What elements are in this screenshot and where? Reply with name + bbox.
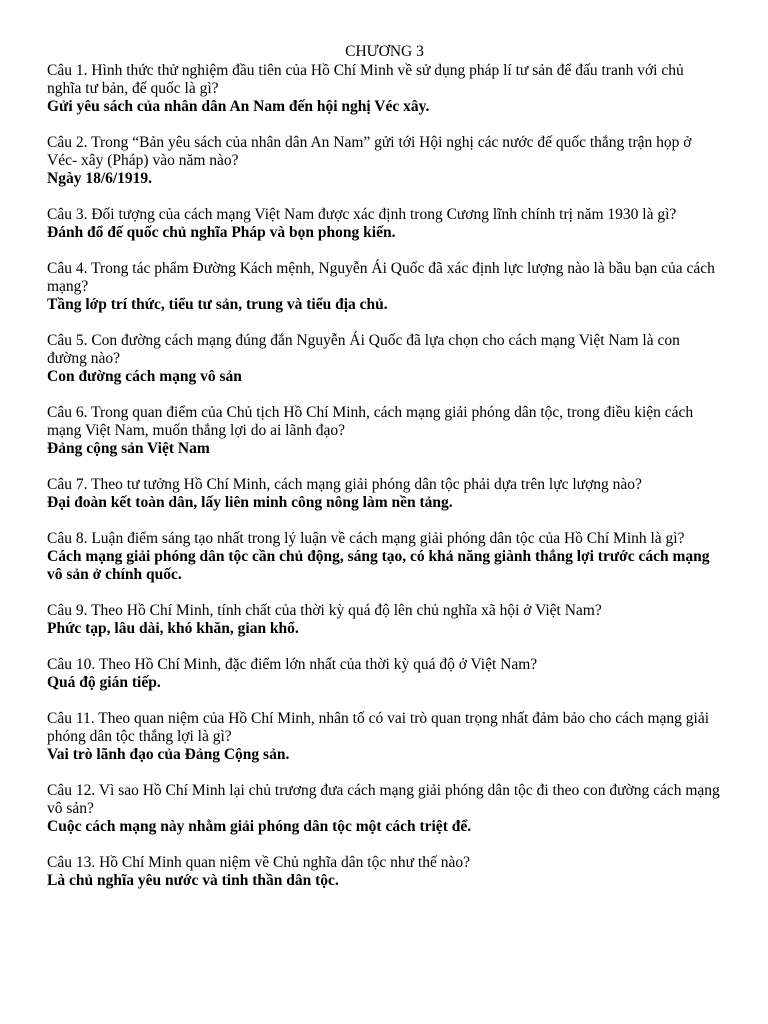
- question-text: Câu 8. Luận điểm sáng tạo nhất trong lý luận về cách mạng giải phóng dân tộc của Hồ Chí Minh là gì?: [47, 530, 685, 547]
- answer-text: Vai trò lãnh đạo của Đảng Cộng sản.: [47, 746, 290, 763]
- qa-item-10: [47, 656, 722, 692]
- answer-text: Cách mạng giải phóng dân tộc cần chủ động, sáng tạo, có khả năng giành thắng lợi trước cách mạng vô sản ở chính quốc.: [47, 548, 710, 583]
- question-text: Câu 13. Hồ Chí Minh quan niệm về Chủ nghĩa dân tộc như thế nào?: [47, 854, 470, 871]
- qa-item-9: [47, 602, 722, 638]
- question-text: Câu 6. Trong quan điểm của Chủ tịch Hồ Chí Minh, cách mạng giải phóng dân tộc, trong điều kiện cách mạng Việt Nam, muốn thắng lợi do ai lãnh đạo?: [47, 404, 694, 439]
- question-text: Câu 5. Con đường cách mạng đúng đắn Nguyễn Ái Quốc đã lựa chọn cho cách mạng Việt Nam là con đường nào?: [47, 332, 680, 367]
- question-text: Câu 7. Theo tư tưởng Hồ Chí Minh, cách mạng giải phóng dân tộc phải dựa trên lực lượng nào?: [47, 476, 642, 493]
- question-text: Câu 12. Vì sao Hồ Chí Minh lại chủ trương đưa cách mạng giải phóng dân tộc đi theo con đường cách mạng vô sản?: [47, 782, 720, 817]
- question-text: Câu 3. Đối tượng của cách mạng Việt Nam được xác định trong Cương lĩnh chính trị năm 1930 là gì?: [47, 206, 677, 223]
- qa-item-3: [47, 206, 722, 242]
- question-text: Câu 10. Theo Hồ Chí Minh, đặc điểm lớn nhất của thời kỳ quá độ ở Việt Nam?: [47, 656, 538, 673]
- chapter-title: CHƯƠNG 3: [345, 43, 424, 60]
- answer-text: Phức tạp, lâu dài, khó khăn, gian khổ.: [47, 620, 299, 637]
- answer-text: Đánh đổ đế quốc chủ nghĩa Pháp và bọn phong kiến.: [47, 224, 396, 241]
- answer-text: Cuộc cách mạng này nhằm giải phóng dân tộc một cách triệt để.: [47, 818, 472, 835]
- answer-text: Tầng lớp trí thức, tiểu tư sản, trung và tiểu địa chủ.: [47, 296, 388, 313]
- answer-text: Gửi yêu sách của nhân dân An Nam đến hội nghị Véc xây.: [47, 98, 430, 115]
- qa-item-1: [47, 62, 722, 116]
- qa-item-8: [47, 530, 722, 584]
- question-text: Câu 9. Theo Hồ Chí Minh, tính chất của thời kỳ quá độ lên chủ nghĩa xã hội ở Việt Nam?: [47, 602, 602, 619]
- qa-item-11: [47, 710, 722, 764]
- answer-text: Đảng cộng sản Việt Nam: [47, 440, 210, 457]
- qa-item-13: [47, 854, 722, 890]
- question-text: Câu 4. Trong tác phẩm Đường Kách mệnh, Nguyễn Ái Quốc đã xác định lực lượng nào là bầu bạn của cách mạng?: [47, 260, 715, 295]
- question-text: Câu 1. Hình thức thử nghiệm đầu tiên của Hồ Chí Minh về sử dụng pháp lí tư sản để đấu tranh với chủ nghĩa tư bản, đế quốc là gì?: [47, 62, 684, 97]
- answer-text: Quá độ gián tiếp.: [47, 674, 161, 691]
- qa-item-4: [47, 260, 722, 314]
- question-text: Câu 2. Trong “Bản yêu sách của nhân dân An Nam” gửi tới Hội nghị các nước đế quốc thắng trận họp ở Véc- xây (Pháp) vào năm nào?: [47, 134, 692, 169]
- question-text: Câu 11. Theo quan niệm của Hồ Chí Minh, nhân tố có vai trò quan trọng nhất đảm bảo cho cách mạng giải phóng dân tộc thắng lợi là gì?: [47, 710, 710, 745]
- qa-item-7: [47, 476, 722, 512]
- answer-text: Ngày 18/6/1919.: [47, 170, 153, 187]
- qa-item-2: [47, 134, 722, 188]
- qa-item-5: [47, 332, 722, 386]
- answer-text: Con đường cách mạng vô sản: [47, 368, 242, 385]
- qa-item-6: [47, 404, 722, 458]
- answer-text: Là chủ nghĩa yêu nước và tinh thần dân tộc.: [47, 872, 339, 889]
- qa-item-12: [47, 782, 722, 836]
- answer-text: Đại đoàn kết toàn dân, lấy liên minh công nông làm nền tảng.: [47, 494, 453, 511]
